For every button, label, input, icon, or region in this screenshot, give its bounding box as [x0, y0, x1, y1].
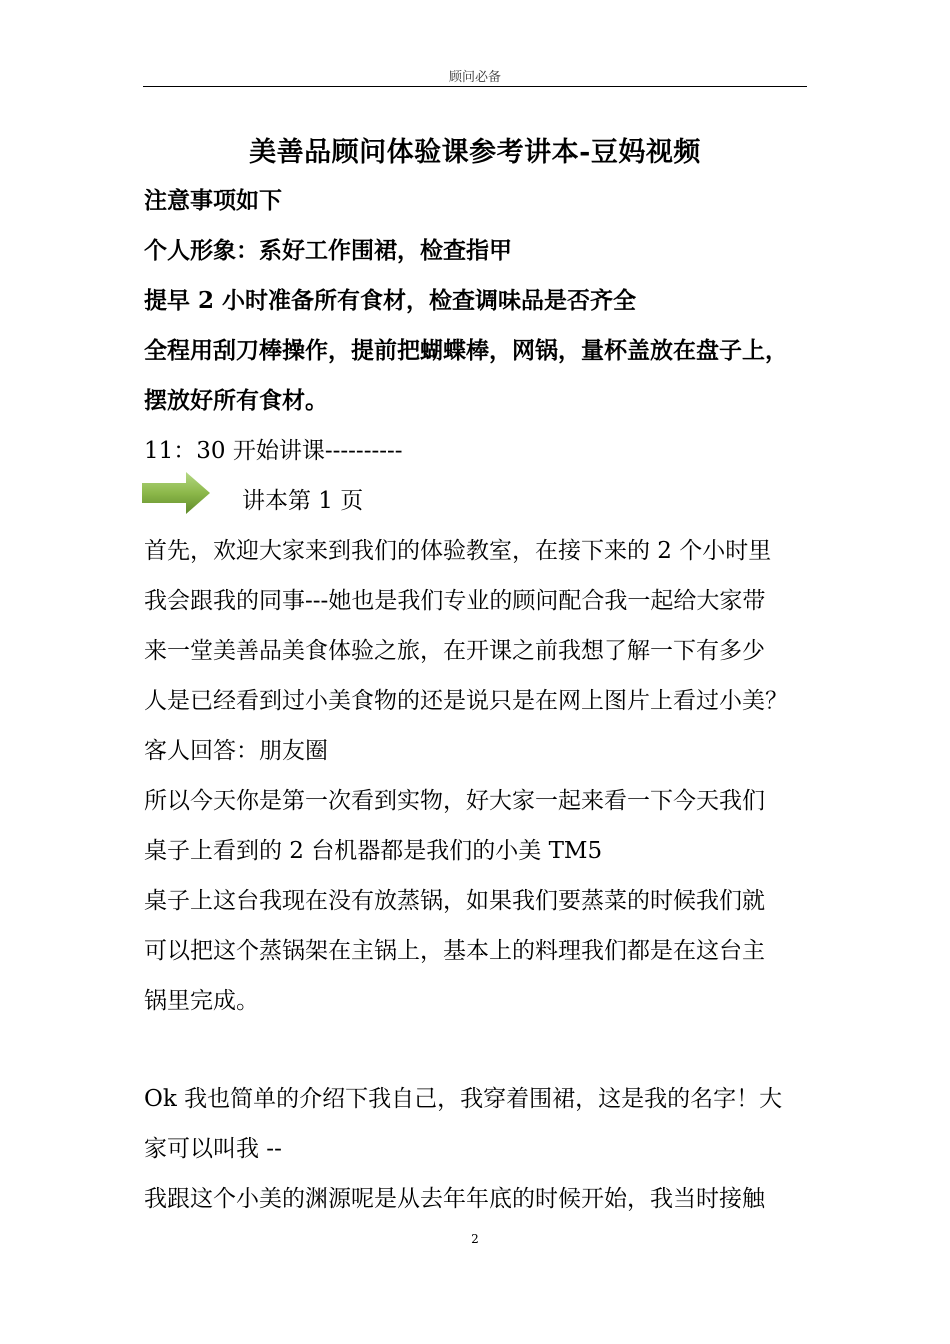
page-number: 2: [471, 1232, 479, 1246]
page-header: 顾问必备: [448, 70, 501, 85]
body-line: 桌子上这台我现在没有放蒸锅，如果我们要蒸菜的时候我们就: [144, 888, 765, 914]
body-line: 客人回答：朋友圈: [144, 738, 328, 764]
arrow-right-icon: [142, 472, 210, 514]
body-line: 所以今天你是第一次看到实物，好大家一起来看一下今天我们: [144, 788, 765, 814]
note-line: 提早 2 小时准备所有食材，检查调味品是否齐全: [144, 287, 637, 314]
body-line: 锅里完成。: [144, 988, 259, 1014]
arrow-label: 讲本第 1 页: [242, 488, 364, 514]
section-heading: 注意事项如下: [144, 187, 282, 214]
body-line: 我会跟我的同事---她也是我们专业的顾问配合我一起给大家带: [144, 588, 766, 614]
note-line: 摆放好所有食材。: [144, 387, 328, 414]
document-title: 美善品顾问体验课参考讲本-豆妈视频: [249, 137, 701, 168]
body-line: 可以把这个蒸锅架在主锅上，基本上的料理我们都是在这台主: [144, 938, 765, 964]
body-line: 人是已经看到过小美食物的还是说只是在网上图片上看过小美？: [144, 688, 788, 714]
body-line: 来一堂美善品美食体验之旅，在开课之前我想了解一下有多少: [144, 638, 765, 664]
body-line: Ok 我也简单的介绍下我自己，我穿着围裙，这是我的名字！大: [144, 1086, 783, 1112]
note-line: 全程用刮刀棒操作，提前把蝴蝶棒，网锅，量杯盖放在盘子上，: [144, 337, 788, 364]
body-line: 桌子上看到的 2 台机器都是我们的小美 TM5: [144, 838, 603, 864]
note-line: 11：30 开始讲课----------: [144, 438, 403, 464]
body-line: 首先，欢迎大家来到我们的体验教室，在接下来的 2 个小时里: [144, 538, 772, 564]
body-line: 我跟这个小美的渊源呢是从去年年底的时候开始，我当时接触: [144, 1186, 765, 1212]
header-rule: [143, 86, 807, 87]
note-line: 个人形象：系好工作围裙，检查指甲: [144, 237, 512, 264]
body-line: 家可以叫我 --: [144, 1136, 282, 1162]
